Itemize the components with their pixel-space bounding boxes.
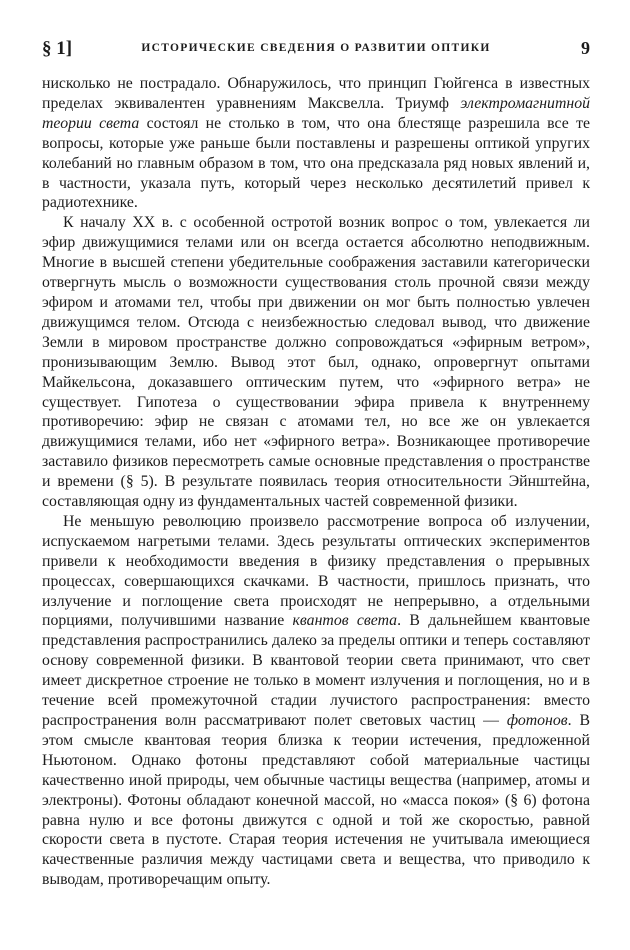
running-title: ИСТОРИЧЕСКИЕ СВЕДЕНИЯ О РАЗВИТИИ ОПТИКИ: [141, 42, 491, 54]
paragraph-2: [42, 213, 590, 512]
italic-term: электромагнитной теории света: [42, 94, 590, 132]
text-run: Не меньшую революцию произвело рассмотрение вопроса об излучении, испускаемом нагретыми телами. Здесь результаты оптических экспериментов привели к необходимости введения в физику представления о прерывных процессах, совершающихся скачками. В частности, пришлось признать, что излучение и поглощение света происходят не непрерывно, а отдельными порциями, получившими название: [42, 512, 590, 630]
text-run: К началу XX в. с особенной остротой возник вопрос о том, увлекается ли эфир движущимися телами или он всегда остается абсолютно неподвижным. Многие в высшей степени убедительные соображения заставили категорически отвергнуть мысль о возможности существования столь прочной связи между эфиром и атомами тел, чтобы при движении он мог быть полностью увлечен движущимся телом. Отсюда с неизбежностью следовал вывод, что движение Земли в мировом пространстве должно сопровождаться «эфирным ветром», пронизывающим Землю. Вывод этот был, однако, опровергнут опытами Майкельсона, доказавшего оптическим путем, что «эфирного ветра» не существует. Гипотеза о существовании эфира привела к внутреннему противоречию: эфир не связан с атомами тел, но все же он увлекается движущимися телами, ибо нет «эфирного ветра». Возникающее противоречие заставило физиков пересмотреть самые основные представления о пространстве и времени (§ 5). В результате появилась теория относительности Эйнштейна, составляющая одну из фундаментальных частей современной физики.: [42, 214, 590, 511]
running-header: [42, 38, 590, 62]
body-text: [42, 74, 590, 890]
text-run: . В этом смысле квантовая теория близка к теории истечения, предложенной Ньютоном. Однако фотоны представляют собой материальные частицы качественно иной природы, чем обычные частицы вещества (например, атомы и электроны). Фотоны обладают конечной массой, но «масса покоя» (§ 6) фотона равна нулю и все фотоны движутся с одной и той же скоростью, равной скорости света в пустоте. Старая теория истечения не учитывала имеющиеся качественные различия между частицами света и вещества, что приводило к выводам, противоречащим опыту.: [42, 712, 590, 889]
page-number: 9: [581, 38, 590, 58]
text-run: состоял не столько в том, что она блестяще разрешила все те вопросы, которые уже раньше были поставлены и разрешены оптикой упругих колебаний но главным образом в том, что она предсказала ряд новых явлений и, в частности, указала путь, который через несколько десятилетий привел к радиотехнике.: [42, 114, 590, 212]
paragraph-3: [42, 512, 590, 890]
text-run: . В дальнейшем квантовые представления распространились далеко за пределы оптики и теперь составляют основу современной физики. В квантовой теории света принимают, что свет имеет дискретное строение не только в момент излучения и поглощения, но и в течение всей промежуточной стадии лучистого распространения: вместо распространения волн рассматривают полет световых частиц —: [42, 612, 590, 729]
italic-term: фотонов: [506, 712, 568, 729]
italic-term: квантов света: [292, 612, 398, 630]
text-run: нисколько не пострадало. Обнаружилось, что принцип Гюйгенса в известных пределах эквивалентен уравнениям Максвелла. Триумф: [42, 75, 590, 112]
section-marker: § 1]: [42, 38, 73, 59]
paragraph-1: [42, 74, 590, 213]
